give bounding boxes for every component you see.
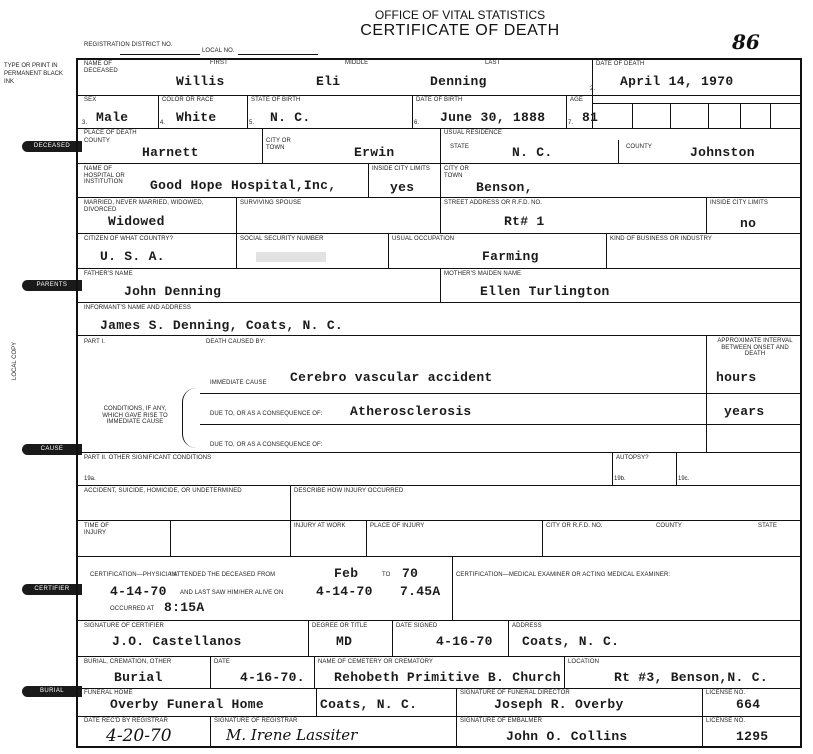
interval-a: hours	[716, 370, 757, 385]
location-label: LOCATION	[568, 659, 600, 665]
time-seen: 7.45A	[400, 584, 441, 599]
tab-deceased: DECEASED	[22, 141, 82, 152]
cemetery-label: NAME OF CEMETERY OR CREMATORY	[318, 659, 434, 665]
informant-label: INFORMANT'S NAME AND ADDRESS	[84, 305, 191, 311]
last-label: LAST	[485, 60, 501, 66]
street-value: Rt# 1	[504, 214, 545, 229]
attended-from: Feb	[334, 566, 359, 581]
usual-residence-label: USUAL RESIDENCE	[444, 130, 502, 136]
certifier-title: MD	[336, 634, 353, 649]
license2-label: LICENSE NO.	[706, 718, 746, 724]
city-label: CITY OR TOWN	[266, 138, 291, 151]
address-label: ADDRESS	[512, 623, 542, 629]
tab-parents: PARENTS	[22, 280, 82, 291]
sig-funeral-label: SIGNATURE OF FUNERAL DIRECTOR	[460, 690, 570, 696]
certifier-address: Coats, N. C.	[522, 634, 620, 649]
date-birth-label: DATE OF BIRTH	[416, 97, 463, 103]
race-value: White	[176, 110, 217, 125]
first-label: FIRST	[210, 60, 228, 66]
cemetery-name: Rehobeth Primitive B. Church	[334, 670, 561, 685]
hospital-label: NAME OF HOSPITAL OR INSTITUTION	[84, 166, 125, 185]
registrar-signature: M. Irene Lassiter	[226, 726, 358, 744]
informant-value: James S. Denning, Coats, N. C.	[100, 318, 344, 333]
age-label: AGE	[570, 97, 583, 103]
father-name: John Denning	[124, 284, 222, 299]
last-saw-label: AND LAST SAW HIM/HER ALIVE ON	[180, 590, 284, 596]
inside-limits-label: INSIDE CITY LIMITS	[372, 166, 431, 172]
part2-label: PART II. OTHER SIGNIFICANT CONDITIONS	[84, 455, 212, 461]
due-to-label-b: DUE TO, OR AS A CONSEQUENCE OF:	[210, 442, 323, 448]
immediate-cause: Cerebro vascular accident	[290, 370, 493, 385]
certificate-title: CERTIFICATE OF DEATH	[360, 22, 560, 39]
sig-certifier-label: SIGNATURE OF CERTIFIER	[84, 623, 164, 629]
residence-city: Benson,	[476, 180, 533, 195]
due-to-cause: Atherosclerosis	[350, 404, 472, 419]
middle-name: Eli	[316, 74, 341, 89]
death-caused-label: DEATH CAUSED BY:	[206, 339, 266, 345]
conditions-label: CONDITIONS, IF ANY, WHICH GAVE RISE TO IMMEDIATE CAUSE	[102, 406, 168, 425]
cert-me-label: CERTIFICATION—MEDICAL EXAMINER OR ACTING MEDICAL EXAMINER:	[456, 572, 671, 578]
citizen-value: U. S. A.	[100, 249, 165, 264]
date-recd-label: DATE REC'D BY REGISTRAR	[84, 718, 168, 724]
funeral-home-label: FUNERAL HOME	[84, 690, 133, 696]
ssn-redacted	[256, 252, 326, 262]
res-city-label: CITY OR TOWN	[444, 166, 469, 179]
county2-label: COUNTY	[656, 523, 682, 529]
death-county: Harnett	[142, 145, 199, 160]
degree-label: DEGREE OR TITLE	[312, 623, 368, 629]
ink-note: TYPE OR PRINT IN PERMANENT BLACK INK	[4, 63, 63, 85]
funeral-director: Joseph R. Overby	[494, 697, 624, 712]
state-birth-value: N. C.	[270, 110, 311, 125]
certifier-name: J.O. Castellanos	[112, 634, 242, 649]
occurred-at-label: OCCURRED AT	[110, 606, 155, 612]
mother-name: Ellen Turlington	[480, 284, 610, 299]
place-death-label: PLACE OF DEATH	[84, 130, 137, 136]
office-title: OFFICE OF VITAL STATISTICS	[374, 8, 546, 22]
sig-registrar-label: SIGNATURE OF REGISTRAR	[214, 718, 298, 724]
business-label: KIND OF BUSINESS OR INDUSTRY	[610, 236, 713, 242]
local-copy-label: LOCAL COPY	[12, 341, 18, 380]
attended-from-year: 70	[402, 566, 419, 581]
license-label: LICENSE NO.	[706, 690, 746, 696]
race-label: COLOR OR RACE	[162, 97, 214, 103]
hospital-name: Good Hope Hospital,Inc,	[150, 178, 337, 193]
residence-state: N. C.	[512, 145, 553, 160]
describe-injury-label: DESCRIBE HOW INJURY OCCURRED	[294, 488, 404, 494]
burial-type: Burial	[114, 670, 163, 685]
time-injury-label: TIME OF INJURY	[84, 523, 110, 536]
marital-label: MARRIED, NEVER MARRIED, WIDOWED, DIVORCED	[84, 200, 204, 213]
last-seen-alive: 4-14-70	[316, 584, 373, 599]
attended-to: 4-14-70	[110, 584, 167, 599]
embalmer-license: 1295	[736, 729, 769, 744]
funeral-home-address: Coats, N. C.	[320, 697, 418, 712]
county-label: COUNTY	[84, 138, 110, 144]
to-label: TO	[382, 572, 391, 578]
citizen-label: CITIZEN OF WHAT COUNTRY?	[84, 236, 174, 242]
tab-burial: BURIAL	[22, 686, 82, 697]
date-received: 4-20-70	[106, 726, 172, 746]
autopsy-label: AUTOPSY?	[616, 455, 649, 461]
state-label: STATE	[450, 144, 469, 150]
due-to-label-a: DUE TO, OR AS A CONSEQUENCE OF:	[210, 411, 323, 417]
date-signed-label: DATE SIGNED	[396, 623, 438, 629]
middle-label: MIDDLE	[345, 60, 369, 66]
funeral-home: Overby Funeral Home	[110, 697, 264, 712]
sex-label: SEX	[84, 97, 97, 103]
marital-value: Widowed	[108, 214, 165, 229]
place-injury-label: PLACE OF INJURY	[370, 523, 425, 529]
funeral-license: 664	[736, 697, 761, 712]
local-label: LOCAL NO.	[202, 48, 235, 54]
res-county-label: COUNTY	[626, 144, 652, 150]
time-of-death: 8:15A	[164, 600, 205, 615]
burial-date: 4-16-70.	[240, 670, 305, 685]
cemetery-location: Rt #3, Benson,N. C.	[614, 670, 768, 685]
sig-embalmer-label: SIGNATURE OF EMBALMER	[460, 718, 542, 724]
spouse-label: SURVIVING SPOUSE	[240, 200, 302, 206]
cert-physician-label: CERTIFICATION—PHYSICIAN:	[90, 572, 178, 578]
sex-value: Male	[96, 110, 129, 125]
accident-label: ACCIDENT, SUICIDE, HOMICIDE, OR UNDETERMINED	[84, 488, 242, 494]
father-label: FATHER'S NAME	[84, 271, 133, 277]
date-of-death-label: DATE OF DEATH	[596, 61, 645, 67]
city-rfd-label: CITY OR R.F.D. NO.	[546, 523, 603, 529]
attended-label: I ATTENDED THE DECEASED FROM	[170, 572, 276, 578]
mother-label: MOTHER'S MAIDEN NAME	[444, 271, 522, 277]
occupation-value: Farming	[482, 249, 539, 264]
occupation-label: USUAL OCCUPATION	[392, 236, 455, 242]
date-signed: 4-16-70	[436, 634, 493, 649]
death-city: Erwin	[354, 145, 395, 160]
registration-label: REGISTRATION DISTRICT NO.	[84, 42, 173, 48]
res-inside-value: no	[740, 216, 757, 231]
tab-certifier: CERTIFIER	[22, 584, 82, 595]
ssn-label: SOCIAL SECURITY NUMBER	[240, 236, 324, 242]
cause-brace	[182, 388, 197, 448]
state-birth-label: STATE OF BIRTH	[251, 97, 301, 103]
date-of-death: April 14, 1970	[620, 74, 734, 89]
first-name: Willis	[176, 74, 225, 89]
tab-cause: CAUSE	[22, 444, 82, 455]
certificate-number: 86	[732, 30, 760, 54]
date-birth-value: June 30, 1888	[440, 110, 546, 125]
res-inside-label: INSIDE CITY LIMITS	[710, 200, 769, 206]
burial-label: BURIAL, CREMATION, OTHER	[84, 659, 172, 665]
interval-b: years	[724, 404, 765, 419]
residence-county: Johnston	[690, 145, 755, 160]
age-value: 81	[582, 110, 599, 125]
state2-label: STATE	[758, 523, 777, 529]
burial-date-label: DATE	[214, 659, 230, 665]
street-label: STREET ADDRESS OR R.F.D. NO.	[444, 200, 543, 206]
last-name: Denning	[430, 74, 487, 89]
embalmer-name: John O. Collins	[506, 729, 628, 744]
immediate-label: IMMEDIATE CAUSE	[210, 380, 267, 386]
inside-limits-value: yes	[390, 180, 415, 195]
injury-work-label: INJURY AT WORK	[294, 523, 346, 529]
interval-label: APPROXIMATE INTERVAL BETWEEN ONSET AND DEATH	[717, 338, 793, 357]
name-label: NAME OF DECEASED	[84, 61, 118, 74]
death-certificate: OFFICE OF VITAL STATISTICS CERTIFICATE OF DEATH 86 REGISTRATION DISTRICT NO. LOCAL NO. TYPE OR PRINT IN PERMANENT BLACK INK LOCAL COPY DECEASED PARENTS CAUSE CERTIFIER BURIAL NAME OF DECEASED FIRST MIDDLE LAST DATE OF DEATH Willis Eli Denning April 14, 1970 2. SEX COLOR OR RACE STATE OF BIRTH DATE OF BIRTH AGE Male White N. C. June 30, 1888 81 3. 4. 5. 6. 7. PLACE OF DEATH COUNTY CITY OR TOWN USUAL RESIDENCE STATE COUNTY Harnett Erwin N. C. Johnston NAME OF HOSPITAL OR INSTITUTION INSIDE CITY LIMITS CITY OR TOWN Good Hope Hospital,Inc, yes Benson, MARRIED, NEVER MARRIED, WIDOWED, DIVORCED SURVIVING SPOUSE STREET ADDRESS OR R.F.D. NO. INSIDE CITY LIMITS Widowed Rt# 1 no CITIZEN OF WHAT COUNTRY? SOCIAL SECURITY NUMBER USUAL OCCUPATION KIND OF BUSINESS OR INDUSTRY U. S. A. Farming FATHER'S NAME MOTHER'S MAIDEN NAME John Denning Ellen Turlington INFORMANT'S NAME AND ADDRESS James S. Denning, Coats, N. C. PART I. DEATH CAUSED BY: APPROXIMATE INTERVAL BETWEEN ONSET AND DEATH IMMEDIATE CAUSE DUE TO, OR AS A CONSEQUENCE OF: DUE TO, OR AS A CONSEQUENCE OF: CONDITIONS, IF ANY, WHICH GAVE RISE TO IMMEDIATE CAUSE Cerebro vascular accident hours Atherosclerosis years PART II. OTHER SIGNIFICANT CONDITIONS AUTOPSY? 19a. 19b. 19c. ACCIDENT, SUICIDE, HOMICIDE, OR UNDETERMINED DESCRIBE HOW INJURY OCCURRED TIME OF INJURY INJURY AT WORK PLACE OF INJURY CITY OR R.F.D. NO. COUNTY STATE CERTIFICATION—PHYSICIAN: I ATTENDED THE DECEASED FROM Feb TO 70 4-14-70 AND LAST SAW HIM/HER ALIVE ON 4-14-70 7.45A OCCURRED AT 8:15A CERTIFICATION—MEDICAL EXAMINER OR ACTING MEDICAL EXAMINER: SIGNATURE OF CERTIFIER DEGREE OR TITLE DATE SIGNED ADDRESS J.O. Castellanos MD 4-16-70 Coats, N. C. BURIAL, CREMATION, OTHER DATE NAME OF CEMETERY OR CREMATORY LOCATION Burial 4-16-70. Rehobeth Primitive B. Church Rt #3, Benson,N. C. FUNERAL HOME SIGNATURE OF FUNERAL DIRECTOR LICENSE NO. Overby Funeral Home Coats, N. C. Joseph R. Overby 664 DATE REC'D BY REGISTRAR SIGNATURE OF REGISTRAR SIGNATURE OF EMBALMER LICENSE NO. 4-20-70 M. Irene Lassiter John O. Collins 1295	[0, 0, 813, 754]
part1-label: PART I.	[84, 339, 106, 345]
